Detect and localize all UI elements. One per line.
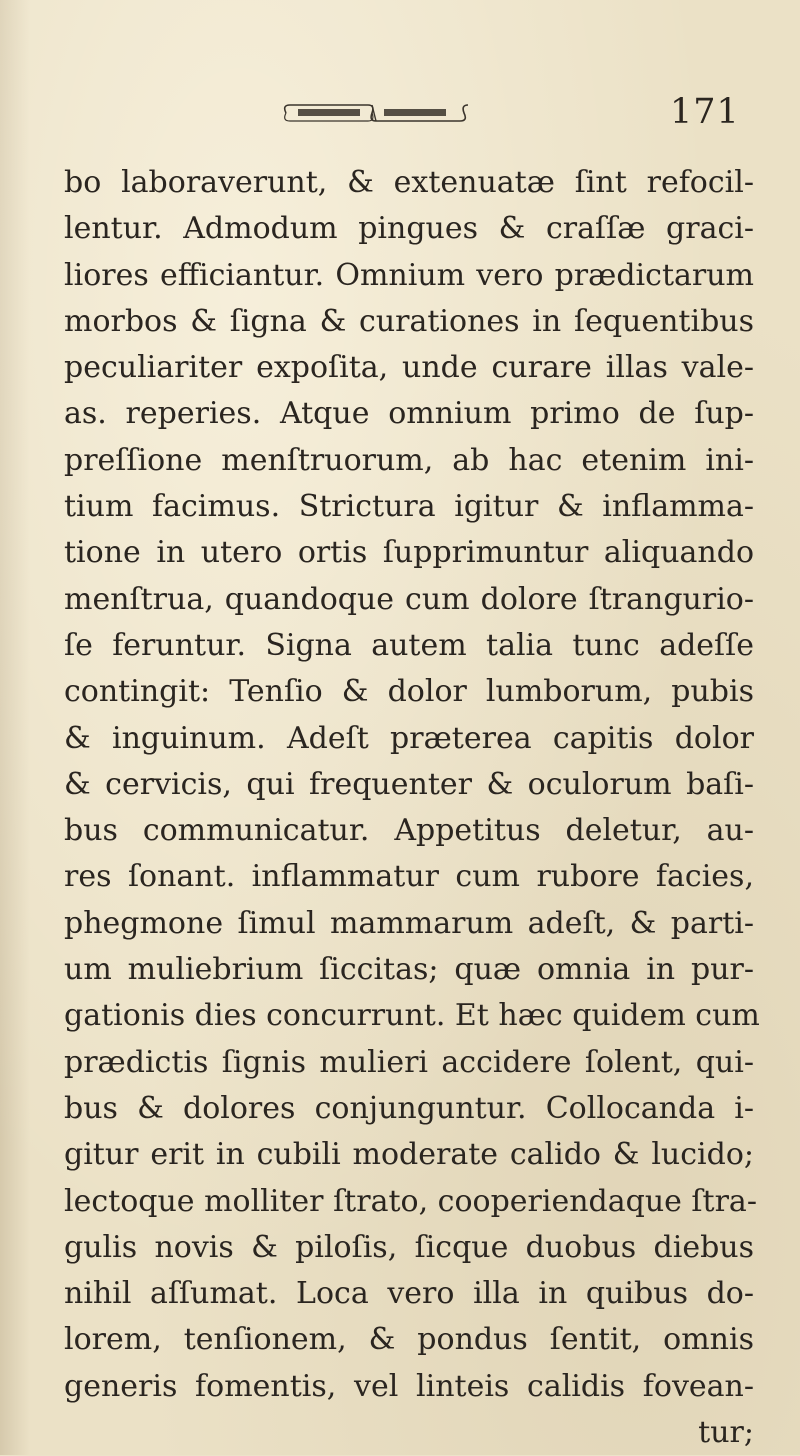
- body-text: [64, 160, 760, 1456]
- text-line: prædictis ſignis mulieri accidere ſolent, qui-: [64, 1044, 754, 1080]
- text-line: lectoque molliter ſtrato, cooperiendaque ſtra-: [64, 1183, 757, 1219]
- text-line: tur;: [698, 1415, 754, 1451]
- decorative-ornament: [280, 102, 470, 124]
- text-line: tium facimus. Strictura igitur & inflamma-: [64, 489, 754, 525]
- text-line: menſtrua, quandoque cum dolore ſtrangurio-: [64, 581, 754, 617]
- text-line: gulis novis & piloſis, ſicque duobus diebus: [64, 1229, 754, 1265]
- text-line: gitur erit in cubili moderate calido & lucido;: [64, 1137, 754, 1173]
- page-number: 171: [670, 92, 740, 132]
- text-line: gationis dies concurrunt. Et hæc quidem cum: [64, 998, 760, 1034]
- text-line: phegmone ſimul mammarum adeſt, & parti-: [64, 905, 754, 941]
- text-line: bus communicatur. Appetitus deletur, au-: [64, 813, 754, 849]
- text-line: generis fomentis, vel linteis calidis fovean-: [64, 1368, 754, 1404]
- text-line: lorem, tenſionem, & pondus ſentit, omnis: [64, 1322, 754, 1358]
- text-line: bus & dolores conjunguntur. Collocanda i-: [64, 1090, 754, 1126]
- text-line: tione in utero ortis ſupprimuntur aliquando: [64, 535, 754, 571]
- page-header: [0, 88, 800, 138]
- text-line: bo laboraverunt, & extenuatæ ſint refocil-: [64, 165, 754, 200]
- text-line: res ſonant. inflammatur cum rubore facies,: [64, 859, 754, 895]
- text-line: & inguinum. Adeſt præterea capitis dolor: [64, 720, 754, 756]
- text-line: as. reperies. Atque omnium primo de ſup-: [64, 396, 754, 432]
- text-line: preſſione menſtruorum, ab hac etenim ini-: [64, 442, 754, 478]
- text-line: ſe feruntur. Signa autem talia tunc adeſſe: [64, 627, 754, 663]
- text-line: morbos & ſigna & curationes in ſequentibus: [64, 303, 754, 339]
- text-line: peculiariter expoſita, unde curare illas vale-: [64, 350, 754, 386]
- text-line: nihil aſſumat. Loca vero illa in quibus do-: [64, 1276, 754, 1312]
- text-line: contingit: Tenſio & dolor lumborum, pubis: [64, 674, 754, 710]
- text-line: um muliebrium ſiccitas; quæ omnia in pur-: [64, 952, 754, 988]
- text-line: & cervicis, qui frequenter & oculorum baſi-: [64, 766, 754, 802]
- text-line: liores efficiantur. Omnium vero prædictarum: [64, 257, 754, 293]
- text-line: lentur. Admodum pingues & craſſæ graci-: [64, 211, 754, 247]
